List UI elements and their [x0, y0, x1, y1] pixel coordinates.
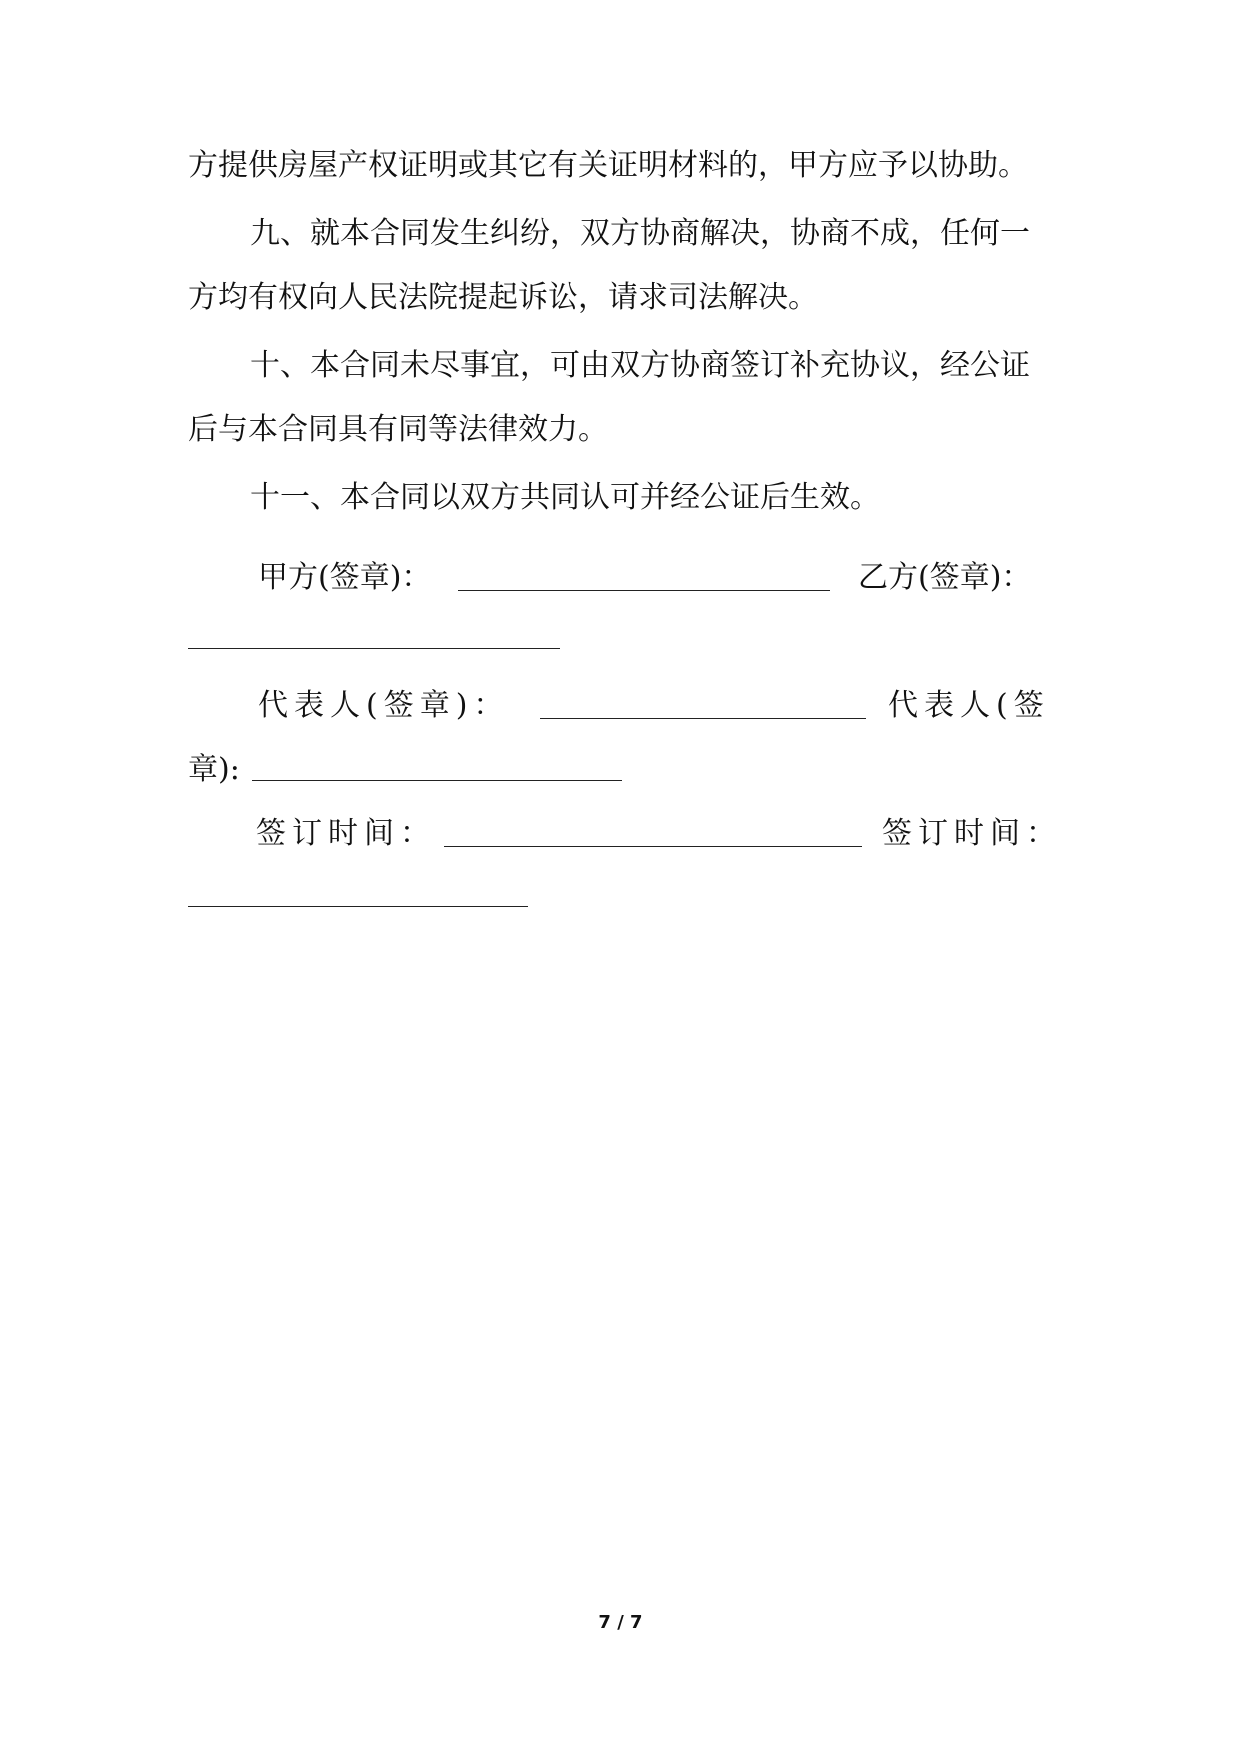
party-a-signature-line: [458, 590, 830, 591]
rep-b-signature-label-part1: 代表人(签: [888, 688, 1050, 723]
date-a-signature-line: [444, 846, 862, 847]
clause-11-line-1: 十一、本合同以双方共同认可并经公证后生效。: [250, 480, 880, 515]
date-b-label: 签订时间：: [882, 816, 1062, 851]
clause-10-line-1: 十、本合同未尽事宜，可由双方协商签订补充协议，经公证: [250, 348, 1030, 383]
party-b-signature-line: [188, 648, 560, 649]
clause-10-line-2: 后与本合同具有同等法律效力。: [188, 412, 608, 447]
paragraph-8-continuation: 方提供房屋产权证明或其它有关证明材料的，甲方应予以协助。: [188, 148, 1028, 183]
clause-9-line-2: 方均有权向人民法院提起诉讼，请求司法解决。: [188, 280, 818, 315]
date-a-label: 签订时间：: [256, 816, 436, 851]
date-b-signature-line: [188, 906, 528, 907]
rep-a-signature-line: [540, 718, 866, 719]
rep-b-signature-line: [252, 780, 622, 781]
party-a-signature-label: 甲方(签章)：: [258, 560, 432, 595]
page-number: 7 / 7: [598, 1612, 643, 1633]
rep-b-signature-label-part2: 章):: [188, 752, 240, 787]
rep-a-signature-label: 代表人(签章)：: [258, 688, 510, 723]
party-b-signature-label: 乙方(签章)：: [858, 560, 1032, 595]
clause-9-line-1: 九、就本合同发生纠纷，双方协商解决，协商不成，任何一: [250, 216, 1030, 251]
